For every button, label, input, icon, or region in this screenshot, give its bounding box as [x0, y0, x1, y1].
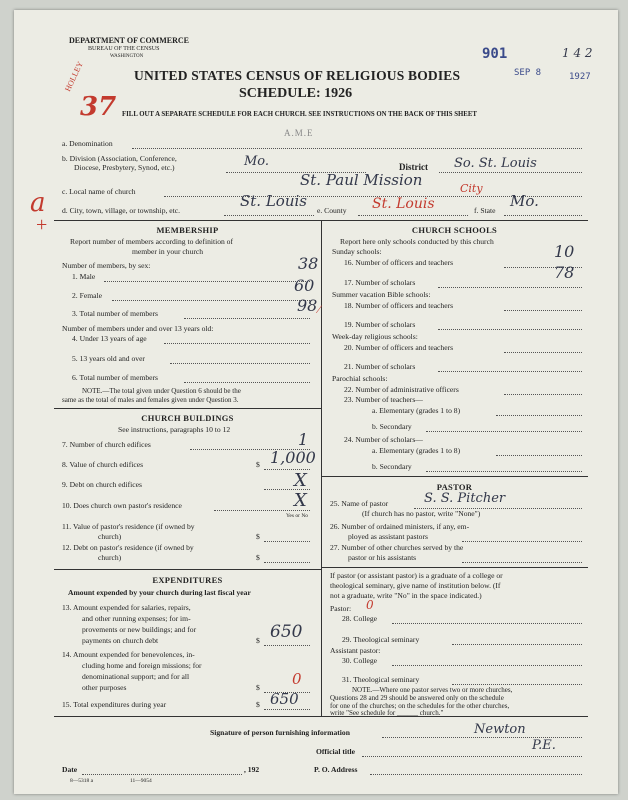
- members-by-age-label: Number of members under and over 13 years old:: [62, 324, 214, 333]
- form-number: 8—5318 a: [70, 778, 94, 784]
- q7-value: 1: [298, 430, 309, 449]
- q14-line-4: other purposes: [82, 683, 127, 692]
- buildings-rule: [54, 408, 321, 409]
- q16-label: 16. Number of officers and teachers: [344, 258, 454, 267]
- q23b-line: [426, 431, 582, 432]
- expenditures-title: EXPENDITURES: [152, 575, 223, 585]
- schools-intro: Report here only schools conducted by this church: [340, 237, 494, 246]
- print-number: 11—9054: [130, 778, 152, 784]
- graduate-note-1: If pastor (or assistant pastor) is a graduate of a college or: [330, 571, 503, 580]
- q25-value: S. S. Pitcher: [424, 491, 506, 506]
- county-label: e. County: [317, 206, 347, 215]
- po-address-label: P. O. Address: [314, 765, 358, 774]
- q24b-label: b. Secondary: [372, 462, 412, 471]
- q31-label: 31. Theological seminary: [342, 675, 420, 684]
- official-title-label: Official title: [316, 747, 356, 756]
- po-address-line: [370, 774, 582, 775]
- graduate-note-3: not a graduate, write "No" in the space indicated.): [330, 591, 482, 600]
- county-line: [358, 215, 468, 216]
- church-schools-title: CHURCH SCHOOLS: [411, 225, 498, 235]
- red-handwritten-37: 37: [80, 92, 117, 122]
- membership-intro-1: Report number of members according to definition of: [70, 237, 234, 246]
- division-value: Mo.: [244, 154, 270, 169]
- q12-line: [264, 562, 310, 563]
- district-value: So. St. Louis: [454, 156, 537, 171]
- q3-label: 3. Total number of members: [72, 309, 159, 318]
- bureau-line: BUREAU OF THE CENSUS: [88, 46, 160, 52]
- q13-line-3: provements or new buildings; and for: [82, 625, 197, 634]
- q14-line-2: cluding home and foreign missions; for: [82, 661, 202, 670]
- membership-title: MEMBERSHIP: [156, 225, 219, 235]
- q17-label: 17. Number of scholars: [344, 278, 416, 287]
- red-handwritten-plus: +: [36, 214, 48, 236]
- q13-line-2: and other running expenses; for im-: [82, 614, 191, 623]
- q18-line: [504, 310, 582, 311]
- sunday-schools-label: Sunday schools:: [332, 247, 382, 256]
- q5-line: [170, 363, 310, 364]
- q18-label: 18. Number of officers and teachers: [344, 301, 454, 310]
- instruction-line: FILL OUT A SEPARATE SCHEDULE FOR EACH CHURCH. SEE INSTRUCTIONS ON THE BACK OF THIS SHEET: [122, 111, 477, 118]
- buildings-intro: See instructions, paragraphs 10 to 12: [118, 425, 231, 434]
- q30-line: [392, 665, 582, 666]
- q19-label: 19. Number of scholars: [344, 320, 416, 329]
- pastor-label: Pastor:: [330, 604, 352, 613]
- yes-or-no-hint: Yes or No: [286, 513, 309, 519]
- q3-red-tick: ⁄: [318, 302, 321, 316]
- q3-value: 98: [297, 296, 318, 315]
- form-title: UNITED STATES CENSUS OF RELIGIOUS BODIES: [134, 68, 461, 83]
- q8-value: 1,000: [270, 448, 316, 467]
- denomination-typed-value: A.M.E: [284, 128, 314, 138]
- q26-label-1: 26. Number of ordained ministers, if any, em-: [330, 522, 470, 531]
- center-rule: [321, 220, 322, 716]
- q25-label: 25. Name of pastor: [330, 499, 389, 508]
- q2-value: 60: [294, 276, 315, 295]
- q9-value: X: [294, 470, 307, 491]
- local-name-label: c. Local name of church: [62, 187, 136, 196]
- membership-intro-2: member in your church: [132, 247, 204, 256]
- department-line: DEPARTMENT OF COMMERCE: [69, 36, 190, 45]
- q13-dollar: $: [256, 636, 260, 645]
- q21-line: [438, 371, 582, 372]
- q2-label: 2. Female: [72, 291, 102, 300]
- q24a-label: a. Elementary (grades 1 to 8): [372, 446, 461, 455]
- buildings-title: CHURCH BUILDINGS: [141, 413, 234, 423]
- membership-note-2: same as the total of males and females given under Question 3.: [62, 396, 239, 404]
- pastor-rule: [321, 476, 588, 477]
- signature-label: Signature of person furnishing information: [210, 728, 350, 737]
- district-line: [439, 172, 582, 173]
- q28-label: 28. College: [342, 614, 378, 623]
- q11-line: [264, 541, 310, 542]
- q13-line: [264, 645, 310, 646]
- q24-label: 24. Number of scholars—: [344, 435, 423, 444]
- q11-label-2: church): [98, 532, 122, 541]
- q24b-line: [426, 471, 582, 472]
- q13-line-1: 13. Amount expended for salaries, repairs,: [62, 603, 191, 612]
- q1-label: 1. Male: [72, 272, 96, 281]
- assistant-pastor-label: Assistant pastor:: [330, 646, 381, 655]
- q4-line: [164, 343, 310, 344]
- q8-dollar: $: [256, 460, 260, 469]
- stamp-number: 901: [482, 46, 508, 62]
- q28-line: [392, 623, 582, 624]
- q17-value: 78: [554, 263, 575, 282]
- pastor-note-3: for one of the churches; on the schedules for the other churches,: [330, 702, 510, 710]
- state-value: Mo.: [510, 192, 539, 210]
- q1-value: 38: [298, 254, 319, 273]
- official-title-value: P.E.: [532, 738, 556, 753]
- q20-label: 20. Number of officers and teachers: [344, 343, 454, 352]
- q20-line: [504, 352, 582, 353]
- q11-label-1: 11. Value of pastor's residence (if owned by: [62, 522, 195, 531]
- q17-line: [438, 287, 582, 288]
- pastor-graduate-value: 0: [366, 598, 374, 612]
- q15-line: [264, 709, 310, 710]
- q10-value: X: [294, 490, 307, 511]
- official-title-line: [362, 756, 582, 757]
- pastor-note-2: Questions 28 and 29 should be answered only on the schedule: [330, 694, 504, 702]
- q26-label-2: ployed as assistant pastors: [348, 532, 428, 541]
- q22-line: [504, 394, 582, 395]
- q12-dollar: $: [256, 553, 260, 562]
- q23a-line: [496, 415, 582, 416]
- members-by-sex-label: Number of members, by sex:: [62, 261, 151, 270]
- state-label: f. State: [474, 206, 496, 215]
- q22-label: 22. Number of administrative officers: [344, 385, 459, 394]
- state-line: [504, 215, 582, 216]
- local-name-value: St. Paul Mission: [300, 171, 423, 189]
- q6-label: 6. Total number of members: [72, 373, 159, 382]
- parochial-schools-label: Parochial schools:: [332, 374, 388, 383]
- pastor-title: PASTOR: [436, 482, 473, 492]
- q14-line-3: denominational support; and for all: [82, 672, 190, 681]
- stamp-year: 1927: [569, 72, 591, 82]
- q29-line: [452, 644, 582, 645]
- q19-line: [438, 329, 582, 330]
- q23-label: 23. Number of teachers—: [344, 395, 423, 404]
- q1-line: [104, 281, 310, 282]
- division-label-1: b. Division (Association, Conference,: [62, 154, 177, 163]
- q24a-line: [496, 455, 582, 456]
- graduate-note-2: theological seminary, give name of institution below. (If: [330, 581, 501, 590]
- q8-label: 8. Value of church edifices: [62, 460, 144, 469]
- q12-label-1: 12. Debt on pastor's residence (if owned by: [62, 543, 194, 552]
- bottom-rule: [54, 716, 588, 717]
- pastor-note-1: NOTE.—Where one pastor serves two or more churches,: [352, 686, 513, 694]
- signature-value: Newton: [474, 722, 526, 737]
- date-line: [82, 774, 242, 775]
- city-line: [224, 215, 314, 216]
- q14-value: 0: [292, 670, 302, 688]
- q11-dollar: $: [256, 532, 260, 541]
- city-value: St. Louis: [240, 192, 307, 210]
- denomination-label: a. Denomination: [62, 139, 113, 148]
- q16-value: 10: [554, 242, 575, 261]
- graduate-rule: [321, 567, 588, 568]
- summer-schools-label: Summer vacation Bible schools:: [332, 290, 431, 299]
- corner-handwritten-number: 1 4 2: [562, 46, 593, 60]
- stamp-date: SEP 8: [514, 68, 542, 78]
- pastor-note-4: write "See schedule for ______ church.": [330, 709, 444, 717]
- q7-label: 7. Number of church edifices: [62, 440, 151, 449]
- schedule-title: SCHEDULE: 1926: [239, 86, 353, 101]
- date-year: , 192: [244, 765, 260, 774]
- census-form-sheet: [14, 10, 618, 794]
- expenditures-intro: Amount expended by your church during last fiscal year: [68, 588, 251, 597]
- expenditures-rule: [54, 569, 321, 570]
- district-label: District: [399, 162, 428, 172]
- q23a-label: a. Elementary (grades 1 to 8): [372, 406, 461, 415]
- weekday-schools-label: Week-day religious schools:: [332, 332, 418, 341]
- q27-label-2: pastor or his assistants: [348, 553, 417, 562]
- red-handwritten-a: a: [30, 188, 46, 218]
- q13-line-4: payments on church debt: [82, 636, 159, 645]
- q10-label: 10. Does church own pastor's residence: [62, 501, 182, 510]
- q12-label-2: church): [98, 553, 122, 562]
- q27-label-1: 27. Number of other churches served by the: [330, 543, 464, 552]
- q15-label: 15. Total expenditures during year: [62, 700, 167, 709]
- city-label: d. City, town, village, or township, etc.: [62, 206, 181, 215]
- q5-label: 5. 13 years old and over: [72, 354, 145, 363]
- city-line: WASHINGTON: [110, 54, 144, 59]
- q25-note: (If church has no pastor, write "None"): [362, 509, 481, 518]
- q29-label: 29. Theological seminary: [342, 635, 420, 644]
- q31-line: [452, 684, 582, 685]
- denomination-line: [132, 148, 582, 149]
- q6-line: [184, 382, 310, 383]
- q30-label: 30. College: [342, 656, 378, 665]
- q15-dollar: $: [256, 700, 260, 709]
- q13-value: 650: [270, 622, 303, 642]
- q9-label: 9. Debt on church edifices: [62, 480, 142, 489]
- q14-line-1: 14. Amount expended for benevolences, in-: [62, 650, 195, 659]
- q26-line: [462, 541, 582, 542]
- q2-line: [112, 300, 310, 301]
- q23b-label: b. Secondary: [372, 422, 412, 431]
- q27-line: [462, 562, 582, 563]
- q4-label: 4. Under 13 years of age: [72, 334, 147, 343]
- date-label: Date: [62, 765, 78, 774]
- county-value: St. Louis: [372, 196, 435, 212]
- county-value-city: City: [460, 182, 483, 195]
- red-holley-mark: HOLLEY: [63, 60, 85, 93]
- membership-note-1: NOTE.—The total given under Question 6 should be the: [82, 387, 241, 395]
- q15-value: 650: [270, 690, 299, 708]
- q21-label: 21. Number of scholars: [344, 362, 416, 371]
- q3-line: [184, 318, 310, 319]
- division-label-2: Diocese, Presbytery, Synod, etc.): [74, 163, 175, 172]
- q14-dollar: $: [256, 683, 260, 692]
